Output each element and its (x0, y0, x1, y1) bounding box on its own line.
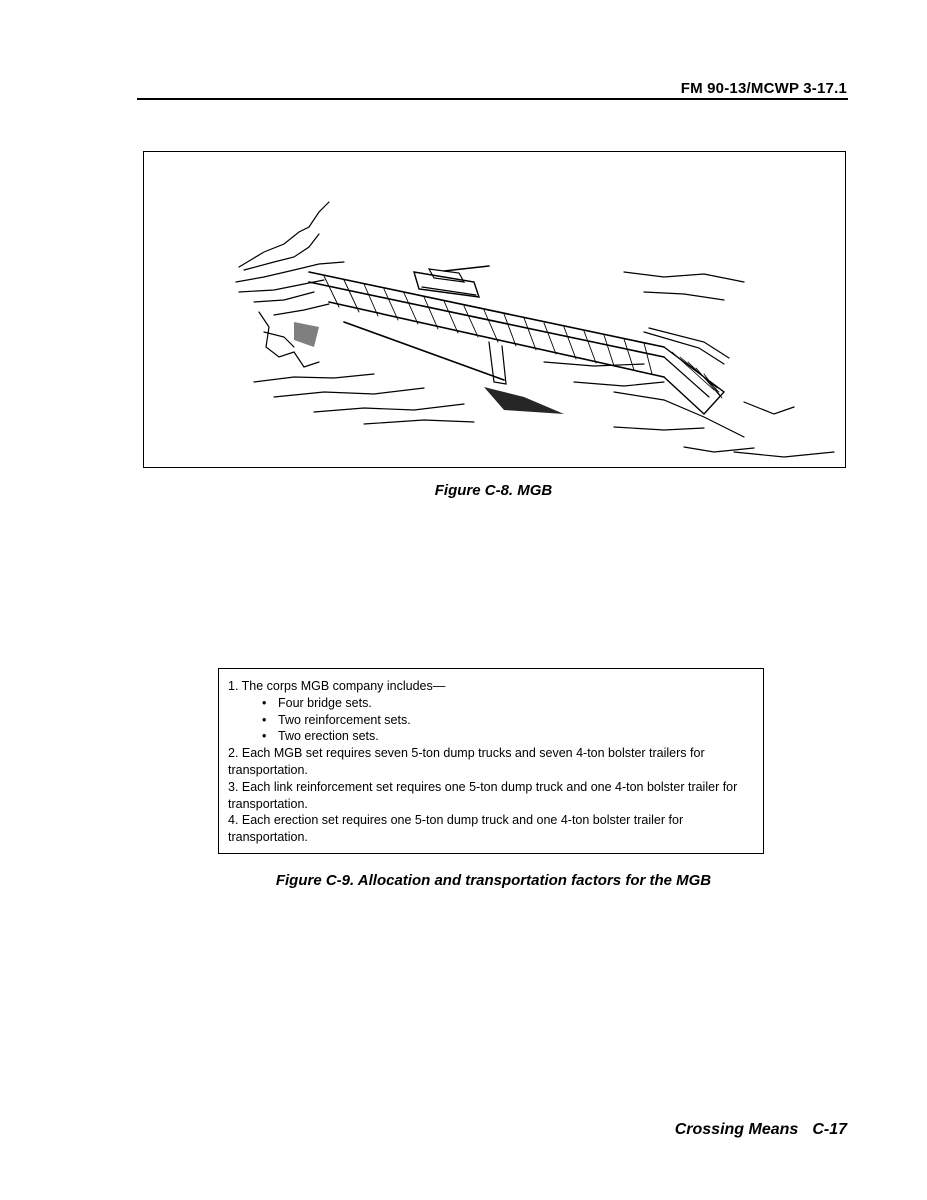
footer-section: Crossing Means (674, 1121, 799, 1138)
mgb-bridge-illustration (144, 152, 844, 466)
figure-c8-frame (143, 151, 846, 468)
bullet-item: • Two erection sets. (262, 729, 379, 744)
running-header: FM 90-13/MCWP 3-17.1 (680, 80, 847, 97)
bullet-icon: • (262, 695, 267, 710)
page-number: C-17 (812, 1121, 847, 1138)
item-2: 2. Each MGB set requires seven 5-ton dump trucks and seven 4-ton bolster trailers for transportation. (228, 746, 705, 777)
bullet-item: • Four bridge sets. (262, 695, 372, 710)
bullet-icon: • (262, 712, 267, 727)
bullet-icon: • (262, 729, 267, 744)
figure-c9-table (218, 668, 764, 854)
header-rule (137, 98, 848, 100)
bullet-list (228, 695, 753, 745)
bullet-item: • Two reinforcement sets. (262, 712, 411, 727)
item-3: 3. Each link reinforcement set requires one 5-ton dump truck and one 4-ton bolster trailer for transportation. (228, 779, 738, 811)
figure-c9-caption: Figure C-9. Allocation and transportation factors for the MGB (275, 872, 712, 889)
item-1: 1. The corps MGB company includes— (228, 679, 446, 693)
figure-c8-caption: Figure C-8. MGB (434, 482, 553, 499)
page-footer (675, 1121, 847, 1139)
item-4: 4. Each erection set requires one 5-ton dump truck and one 4-ton bolster trailer for transportation. (228, 813, 684, 845)
